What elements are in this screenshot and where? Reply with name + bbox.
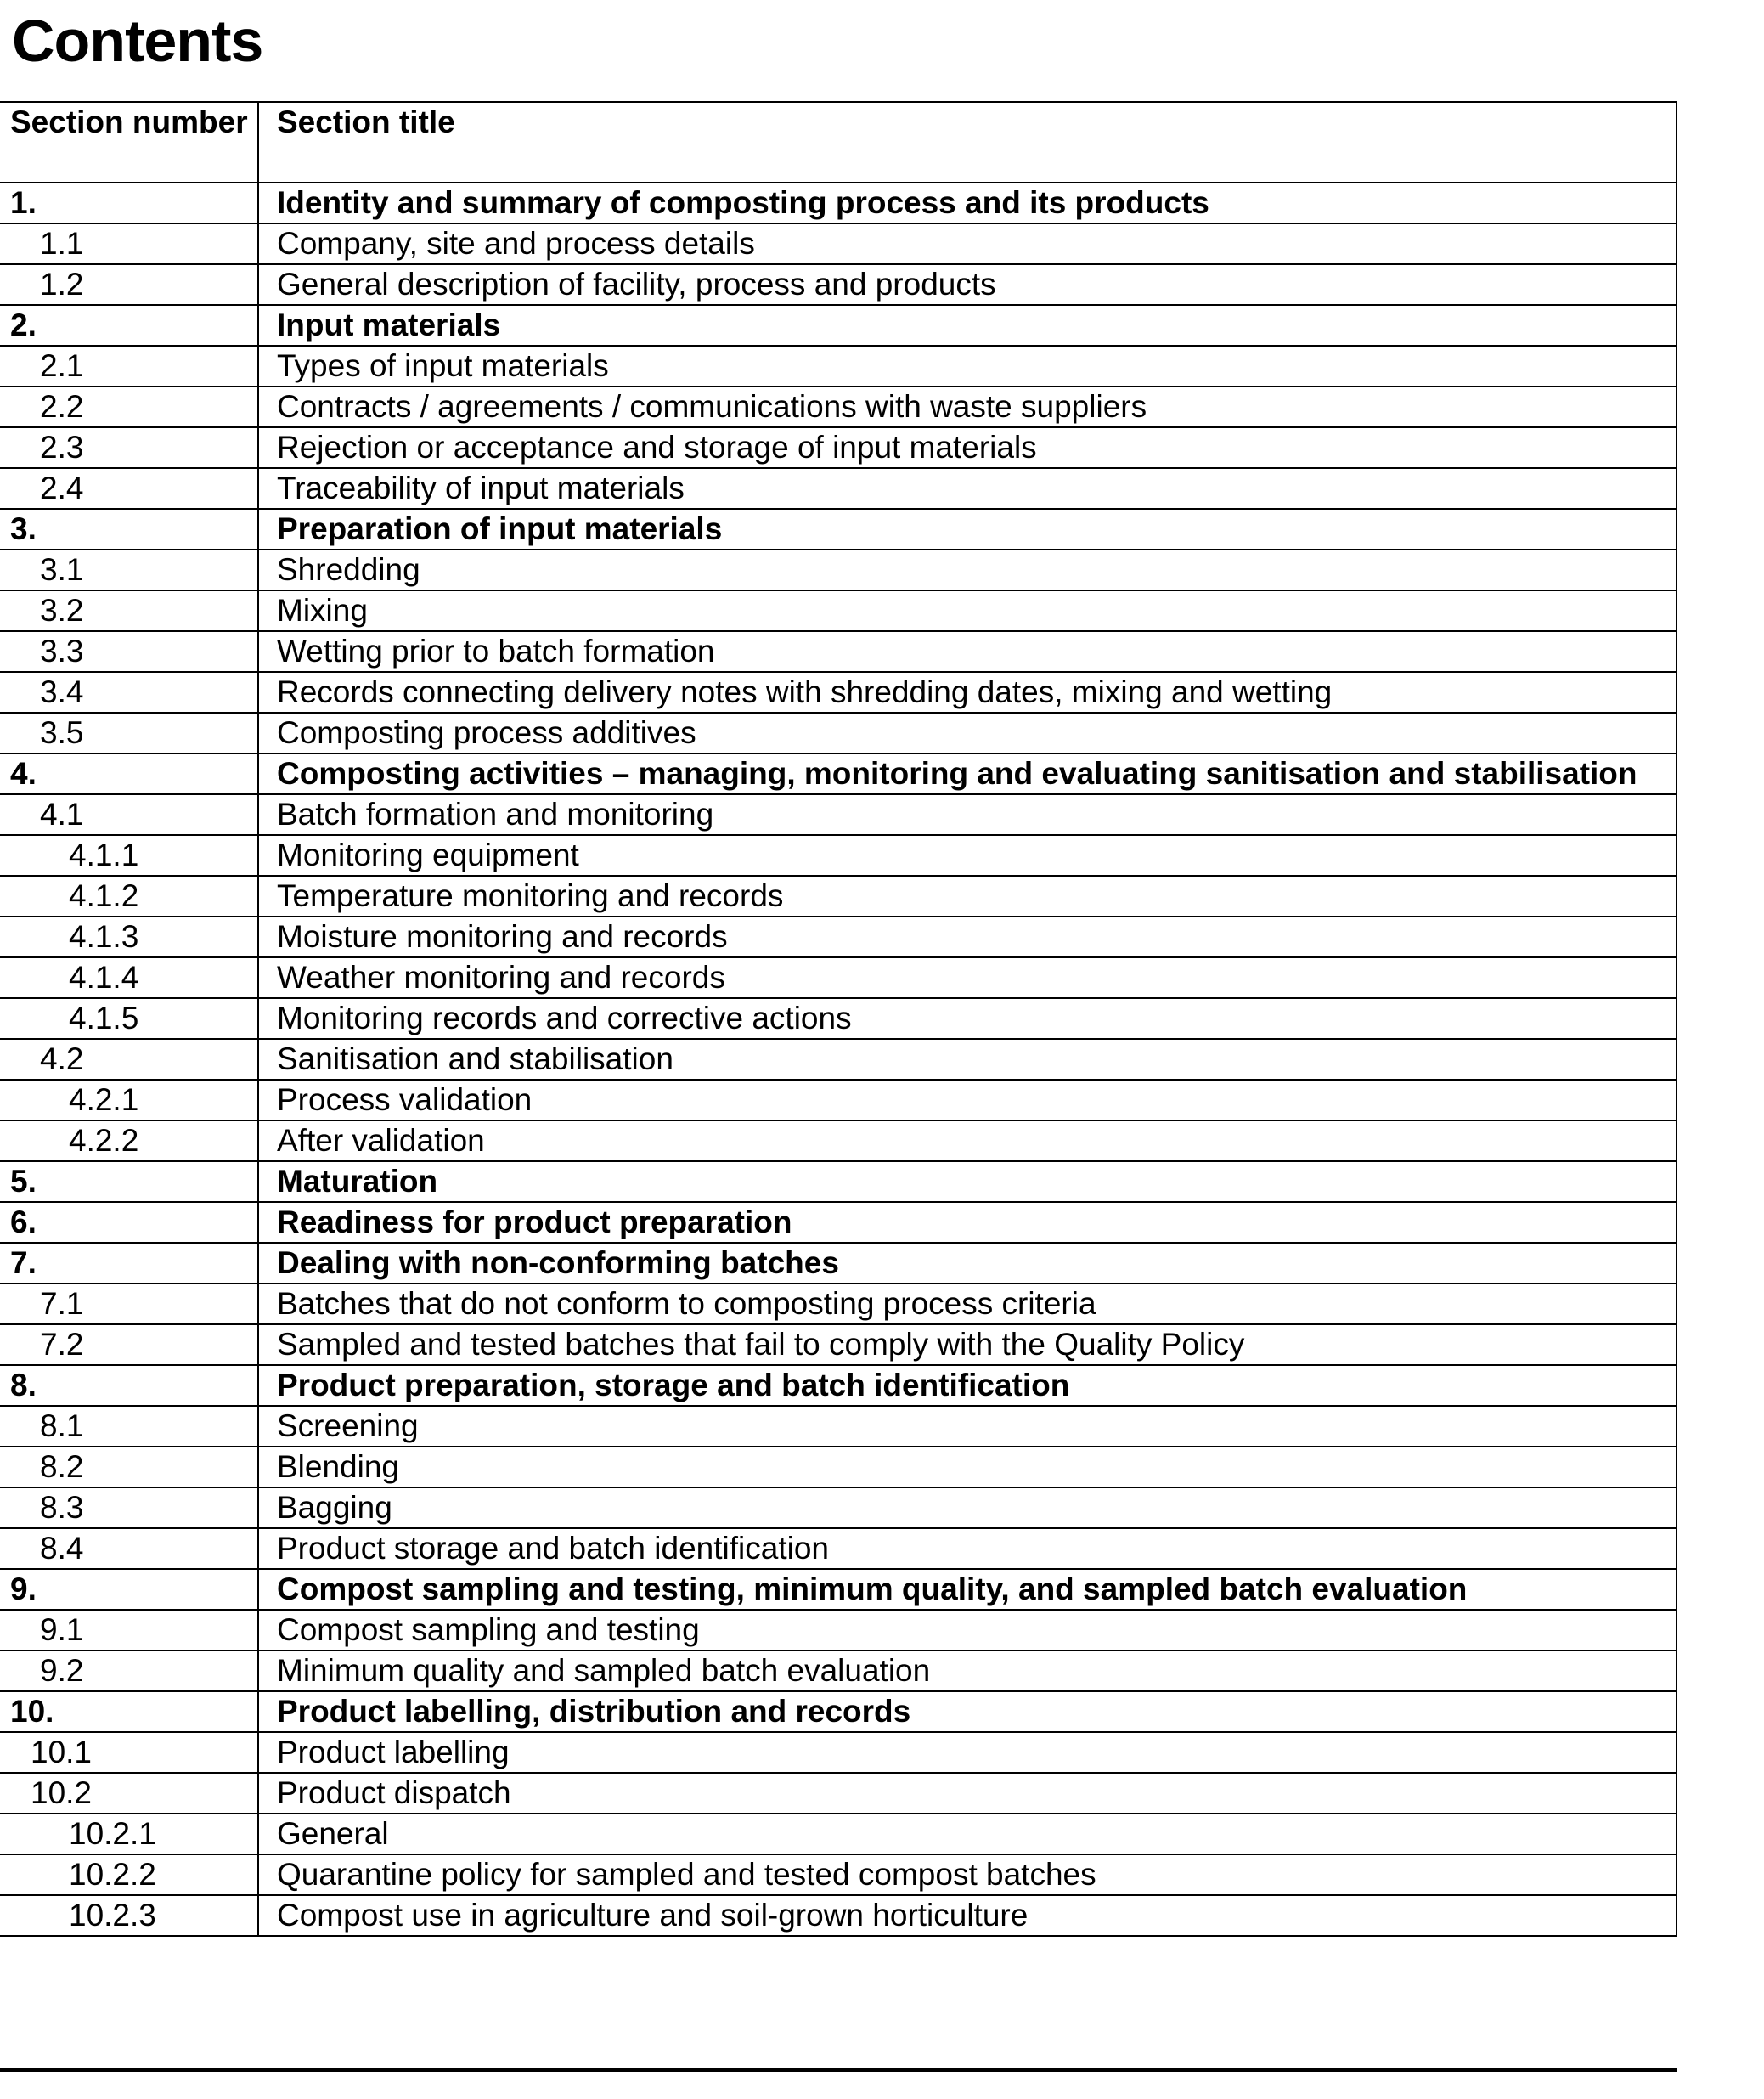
table-row xyxy=(0,1487,1677,1528)
table-row xyxy=(0,1324,1677,1365)
section-title: Batches that do not conform to composting process criteria xyxy=(258,1284,1677,1324)
section-title: Moisture monitoring and records xyxy=(258,917,1677,957)
section-title: Product labelling, distribution and records xyxy=(258,1691,1677,1732)
section-number: 4.1.3 xyxy=(0,917,258,957)
section-title: Compost sampling and testing xyxy=(258,1610,1677,1650)
section-number: 10.2.1 xyxy=(0,1814,258,1854)
section-title: Monitoring records and corrective actions xyxy=(258,998,1677,1039)
table-row xyxy=(0,1202,1677,1243)
section-title: Temperature monitoring and records xyxy=(258,876,1677,917)
table-row xyxy=(0,1080,1677,1120)
section-number: 4.1.2 xyxy=(0,876,258,917)
section-number: 9.1 xyxy=(0,1610,258,1650)
section-number: 10.2.2 xyxy=(0,1854,258,1895)
section-title: Product dispatch xyxy=(258,1773,1677,1814)
table-row xyxy=(0,1528,1677,1569)
section-title: Bagging xyxy=(258,1487,1677,1528)
table-row xyxy=(0,223,1677,264)
table-row xyxy=(0,590,1677,631)
section-number: 2.2 xyxy=(0,387,258,427)
section-title: Company, site and process details xyxy=(258,223,1677,264)
section-number: 10.1 xyxy=(0,1732,258,1773)
section-title: Types of input materials xyxy=(258,346,1677,387)
section-title: Process validation xyxy=(258,1080,1677,1120)
section-number: 10.2 xyxy=(0,1773,258,1814)
contents-rows xyxy=(0,183,1677,1936)
table-row xyxy=(0,468,1677,509)
section-number: 7.2 xyxy=(0,1324,258,1365)
section-number: 2. xyxy=(0,305,258,346)
table-row xyxy=(0,387,1677,427)
table-header-row xyxy=(0,102,1677,183)
table-row xyxy=(0,1243,1677,1284)
section-title: Readiness for product preparation xyxy=(258,1202,1677,1243)
table-row xyxy=(0,1447,1677,1487)
section-number: 7. xyxy=(0,1243,258,1284)
table-row xyxy=(0,1773,1677,1814)
section-title: Mixing xyxy=(258,590,1677,631)
section-number: 9. xyxy=(0,1569,258,1610)
section-number: 3.4 xyxy=(0,672,258,713)
section-title: Dealing with non-conforming batches xyxy=(258,1243,1677,1284)
section-title: Compost sampling and testing, minimum quality, and sampled batch evaluation xyxy=(258,1569,1677,1610)
table-row xyxy=(0,1365,1677,1406)
section-title: General xyxy=(258,1814,1677,1854)
section-title: Weather monitoring and records xyxy=(258,957,1677,998)
section-title: Maturation xyxy=(258,1161,1677,1202)
section-number: 1.1 xyxy=(0,223,258,264)
section-title: Shredding xyxy=(258,550,1677,590)
section-number: 1. xyxy=(0,183,258,223)
section-number: 8.1 xyxy=(0,1406,258,1447)
section-title: Batch formation and monitoring xyxy=(258,794,1677,835)
section-number: 10. xyxy=(0,1691,258,1732)
section-title: Product labelling xyxy=(258,1732,1677,1773)
section-number: 7.1 xyxy=(0,1284,258,1324)
section-title: Product preparation, storage and batch identification xyxy=(258,1365,1677,1406)
section-title: Contracts / agreements / communications with waste suppliers xyxy=(258,387,1677,427)
section-title: Composting process additives xyxy=(258,713,1677,753)
table-row xyxy=(0,1650,1677,1691)
table-row xyxy=(0,876,1677,917)
table-row xyxy=(0,550,1677,590)
table-row xyxy=(0,1610,1677,1650)
table-row xyxy=(0,1854,1677,1895)
table-row xyxy=(0,1406,1677,1447)
section-number: 8.3 xyxy=(0,1487,258,1528)
section-title: Screening xyxy=(258,1406,1677,1447)
section-number: 8. xyxy=(0,1365,258,1406)
table-row xyxy=(0,346,1677,387)
section-number: 8.2 xyxy=(0,1447,258,1487)
table-row xyxy=(0,305,1677,346)
table-row xyxy=(0,1814,1677,1854)
section-title: Quarantine policy for sampled and tested compost batches xyxy=(258,1854,1677,1895)
table-row xyxy=(0,1691,1677,1732)
section-title: After validation xyxy=(258,1120,1677,1161)
table-row xyxy=(0,998,1677,1039)
section-number: 4. xyxy=(0,753,258,794)
section-title: Rejection or acceptance and storage of input materials xyxy=(258,427,1677,468)
section-title: Compost use in agriculture and soil-grown horticulture xyxy=(258,1895,1677,1936)
table-row xyxy=(0,794,1677,835)
section-number: 4.1.1 xyxy=(0,835,258,876)
section-title: Input materials xyxy=(258,305,1677,346)
table-row xyxy=(0,753,1677,794)
section-number: 4.1.4 xyxy=(0,957,258,998)
section-title: Records connecting delivery notes with shredding dates, mixing and wetting xyxy=(258,672,1677,713)
section-title: Traceability of input materials xyxy=(258,468,1677,509)
section-number: 8.4 xyxy=(0,1528,258,1569)
section-number: 2.4 xyxy=(0,468,258,509)
section-number: 3.3 xyxy=(0,631,258,672)
table-row xyxy=(0,1120,1677,1161)
table-row xyxy=(0,631,1677,672)
section-title: Identity and summary of composting process and its products xyxy=(258,183,1677,223)
table-row xyxy=(0,1161,1677,1202)
table-row xyxy=(0,835,1677,876)
section-title: Sanitisation and stabilisation xyxy=(258,1039,1677,1080)
table-row xyxy=(0,1732,1677,1773)
table-row xyxy=(0,917,1677,957)
section-number: 4.1.5 xyxy=(0,998,258,1039)
section-number: 6. xyxy=(0,1202,258,1243)
table-row xyxy=(0,713,1677,753)
table-row xyxy=(0,1039,1677,1080)
section-title: General description of facility, process and products xyxy=(258,264,1677,305)
section-title: Minimum quality and sampled batch evaluation xyxy=(258,1650,1677,1691)
table-row xyxy=(0,427,1677,468)
table-row xyxy=(0,957,1677,998)
section-number: 1.2 xyxy=(0,264,258,305)
table-row xyxy=(0,183,1677,223)
section-title: Product storage and batch identification xyxy=(258,1528,1677,1569)
section-number: 3. xyxy=(0,509,258,550)
section-title: Composting activities – managing, monitoring and evaluating sanitisation and stabilisation xyxy=(258,753,1677,794)
section-number: 3.2 xyxy=(0,590,258,631)
footer-divider xyxy=(0,2068,1677,2072)
section-number: 4.2.1 xyxy=(0,1080,258,1120)
table-row xyxy=(0,1284,1677,1324)
section-title: Sampled and tested batches that fail to comply with the Quality Policy xyxy=(258,1324,1677,1365)
table-row xyxy=(0,1569,1677,1610)
section-number: 4.2 xyxy=(0,1039,258,1080)
section-title: Monitoring equipment xyxy=(258,835,1677,876)
header-section-title: Section title xyxy=(258,102,1677,183)
section-number: 2.3 xyxy=(0,427,258,468)
table-row xyxy=(0,264,1677,305)
table-row xyxy=(0,672,1677,713)
section-title: Wetting prior to batch formation xyxy=(258,631,1677,672)
section-number: 10.2.3 xyxy=(0,1895,258,1936)
table-row xyxy=(0,509,1677,550)
section-title: Preparation of input materials xyxy=(258,509,1677,550)
page-title: Contents xyxy=(12,8,263,74)
section-number: 2.1 xyxy=(0,346,258,387)
section-title: Blending xyxy=(258,1447,1677,1487)
section-number: 3.5 xyxy=(0,713,258,753)
contents-table xyxy=(0,101,1677,1937)
section-number: 4.2.2 xyxy=(0,1120,258,1161)
section-number: 5. xyxy=(0,1161,258,1202)
table-row xyxy=(0,1895,1677,1936)
section-number: 9.2 xyxy=(0,1650,258,1691)
section-number: 4.1 xyxy=(0,794,258,835)
header-section-number: Section number xyxy=(0,102,258,183)
section-number: 3.1 xyxy=(0,550,258,590)
